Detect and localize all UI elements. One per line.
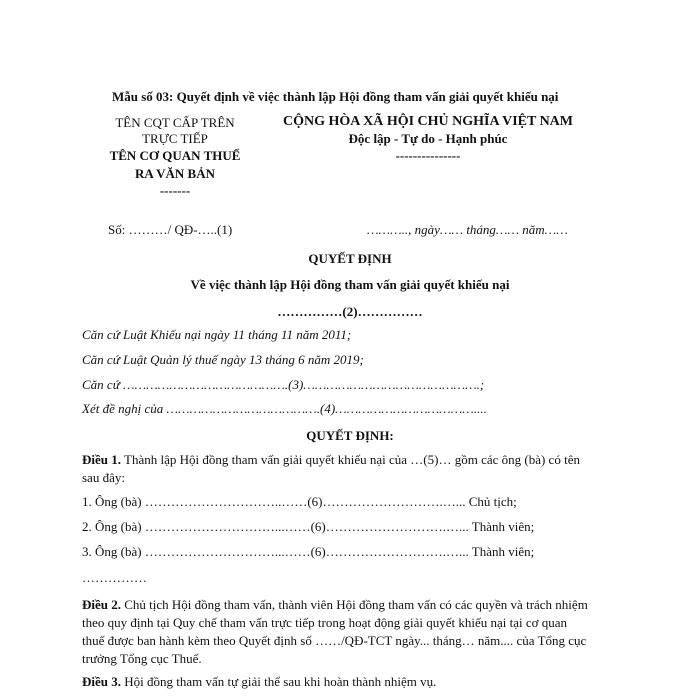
- right-divider: ---------------: [395, 148, 461, 163]
- article-1: [82, 452, 580, 468]
- article-2: [82, 597, 588, 613]
- member-role: Thành viên;: [471, 544, 535, 559]
- article-1-label: Điều 1.: [82, 452, 121, 467]
- member-name-blank: 2. Ông (bà) …………………………...……(6)……………………….…...: [82, 519, 472, 534]
- basis-line: Xét đề nghị của ………………………………….(4)………………………………....: [82, 401, 487, 416]
- issuer-superior-agency: TÊN CQT CẤP TRÊN: [115, 115, 235, 130]
- issuer-agency-cont: RA VĂN BẢN: [135, 166, 215, 181]
- issuer-placeholder: ……………(2)……………: [277, 304, 423, 319]
- article-2-text-cont: theo quy định tại Quy chế tham vấn trực tiếp trong hoạt động giải quyết khiếu nại tại cơ quan: [82, 615, 568, 630]
- article-2-label: Điều 2.: [82, 597, 121, 612]
- members-more: ……………: [82, 570, 147, 585]
- article-1-text: Thành lập Hội đồng tham vấn giải quyết khiếu nại của …(5)… gồm các ông (bà) có tên: [121, 452, 580, 467]
- left-divider: -------: [159, 183, 191, 198]
- basis-line: Căn cứ Luật Khiếu nại ngày 11 tháng 11 năm 2011;: [82, 327, 352, 342]
- article-1-text-cont: sau đây:: [82, 470, 125, 485]
- decides-heading: QUYẾT ĐỊNH:: [306, 428, 394, 443]
- national-motto: Độc lập - Tự do - Hạnh phúc: [348, 131, 508, 146]
- country-name: CỘNG HÒA XÃ HỘI CHỦ NGHĨA VIỆT NAM: [282, 114, 573, 129]
- member-line: [82, 544, 534, 560]
- member-line: [82, 519, 534, 535]
- article-2-text-cont: trưởng Tổng cục Thuế.: [82, 651, 202, 666]
- article-2-text-cont: thuế được ban hành kèm theo Quyết định số ……/QĐ-TCT ngày... tháng… năm.... của Tổng cục: [82, 633, 587, 648]
- issuer-agency: TÊN CƠ QUAN THUẾ: [109, 148, 241, 163]
- article-3-text: Hội đồng tham vấn tự giải thể sau khi hoàn thành nhiệm vụ.: [121, 674, 437, 689]
- document-subtitle: Về việc thành lập Hội đồng tham vấn giải quyết khiếu nại: [190, 277, 510, 292]
- article-3-label: Điều 3.: [82, 674, 121, 689]
- member-role: Thành viên;: [471, 519, 535, 534]
- document-date: ……….., ngày…… tháng…… năm……: [367, 222, 568, 237]
- basis-line: Căn cứ …………………………………….(3)……………………………………….;: [82, 377, 485, 392]
- form-title: Mẫu số 03: Quyết định về việc thành lập Hội đồng tham vấn giải quyết khiếu nại: [112, 89, 559, 104]
- document-title: QUYẾT ĐỊNH: [308, 251, 392, 266]
- article-3: [82, 674, 436, 690]
- member-name-blank: 1. Ông (bà) …………………………..……(6)……………………….…...: [82, 494, 469, 509]
- issuer-superior-agency-cont: TRỰC TIẾP: [142, 131, 208, 146]
- member-line: [82, 494, 517, 510]
- basis-line: Căn cứ Luật Quản lý thuế ngày 13 tháng 6 năm 2019;: [82, 352, 364, 367]
- article-2-text: Chủ tịch Hội đồng tham vấn, thành viên Hội đồng tham vấn có các quyền và trách nhiệm: [121, 597, 588, 612]
- member-name-blank: 3. Ông (bà) …………………………...……(6)……………………….…...: [82, 544, 472, 559]
- document-number: Số: ………/ QĐ-…..(1): [108, 222, 233, 237]
- member-role: Chủ tịch;: [468, 494, 517, 509]
